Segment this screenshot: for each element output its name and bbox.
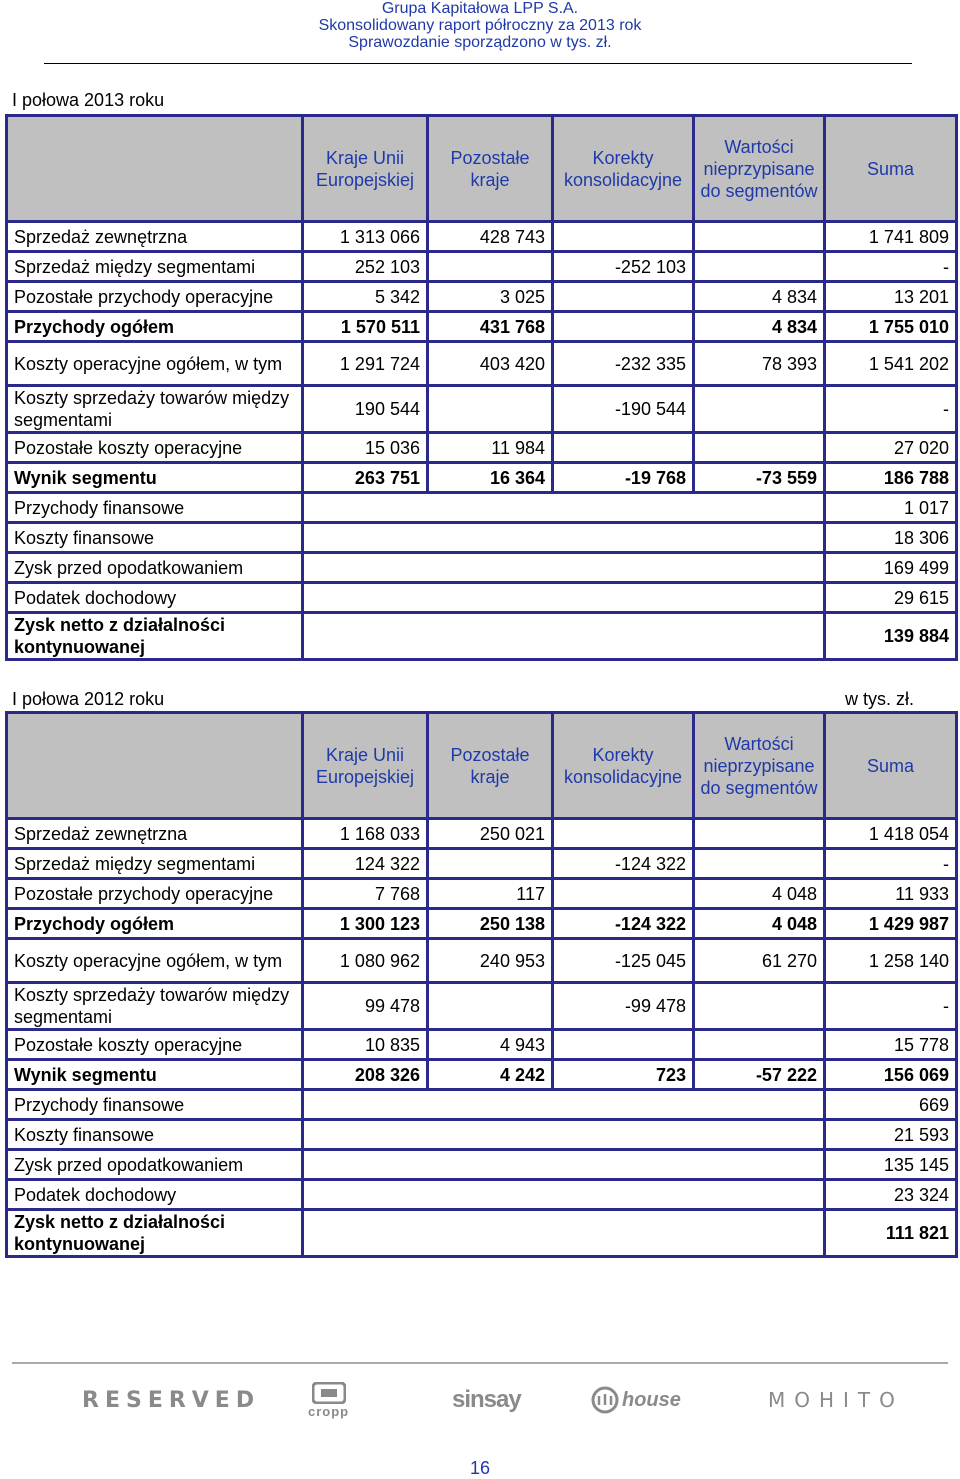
- table-row: [7, 983, 957, 1030]
- table-row: [7, 583, 957, 613]
- value-cell: 4 048: [694, 879, 825, 909]
- sum-cell: 139 884: [825, 613, 957, 660]
- row-label: Sprzedaż zewnętrzna: [7, 222, 303, 252]
- value-cell: [553, 879, 694, 909]
- value-cell: 3 025: [428, 282, 553, 312]
- value-cell: 240 953: [428, 939, 553, 983]
- table-row: [7, 1060, 957, 1090]
- column-header: Pozostałe kraje: [428, 116, 553, 222]
- row-label: Sprzedaż między segmentami: [7, 849, 303, 879]
- row-label: Sprzedaż między segmentami: [7, 252, 303, 282]
- value-cell: -124 322: [553, 849, 694, 879]
- row-label: Wynik segmentu: [7, 1060, 303, 1090]
- empty-merged-cell: [303, 493, 825, 523]
- empty-merged-cell: [303, 523, 825, 553]
- row-label: Pozostałe przychody operacyjne: [7, 879, 303, 909]
- value-cell: 190 544: [303, 386, 428, 433]
- value-cell: [428, 252, 553, 282]
- value-cell: [694, 386, 825, 433]
- row-label: Koszty operacyjne ogółem, w tym: [7, 342, 303, 386]
- segment-table-2013: [5, 114, 958, 661]
- value-cell: -190 544: [553, 386, 694, 433]
- value-cell: 1 429 987: [825, 909, 957, 939]
- header-report: Skonsolidowany raport półroczny za 2013 rok: [318, 17, 642, 34]
- value-cell: [553, 819, 694, 849]
- sum-cell: 135 145: [825, 1150, 957, 1180]
- value-cell: -19 768: [553, 463, 694, 493]
- column-header: Pozostałe kraje: [428, 713, 553, 819]
- document-header: [0, 0, 960, 51]
- value-cell: 250 021: [428, 819, 553, 849]
- row-label: Koszty operacyjne ogółem, w tym: [7, 939, 303, 983]
- value-cell: [694, 252, 825, 282]
- table-row: [7, 1120, 957, 1150]
- value-cell: -99 478: [553, 983, 694, 1030]
- row-label: Przychody ogółem: [7, 312, 303, 342]
- value-cell: 15 778: [825, 1030, 957, 1060]
- value-cell: [553, 222, 694, 252]
- table-row: [7, 849, 957, 879]
- table-row: [7, 1150, 957, 1180]
- value-cell: 61 270: [694, 939, 825, 983]
- column-header: Wartości nieprzypisane do segmentów: [694, 116, 825, 222]
- table-row: [7, 819, 957, 849]
- row-label: Koszty sprzedaży towarów między segmentami: [7, 386, 303, 433]
- value-cell: -232 335: [553, 342, 694, 386]
- value-cell: 252 103: [303, 252, 428, 282]
- value-cell: [694, 849, 825, 879]
- row-label: Koszty finansowe: [7, 1120, 303, 1150]
- empty-merged-cell: [303, 1120, 825, 1150]
- value-cell: 1 541 202: [825, 342, 957, 386]
- sum-cell: 669: [825, 1090, 957, 1120]
- value-cell: 1 168 033: [303, 819, 428, 849]
- value-cell: -125 045: [553, 939, 694, 983]
- table-row: [7, 312, 957, 342]
- value-cell: -: [825, 252, 957, 282]
- value-cell: 156 069: [825, 1060, 957, 1090]
- value-cell: -124 322: [553, 909, 694, 939]
- header-row: [7, 713, 957, 819]
- sum-cell: 29 615: [825, 583, 957, 613]
- value-cell: 4 943: [428, 1030, 553, 1060]
- value-cell: 1 741 809: [825, 222, 957, 252]
- row-label: Pozostałe koszty operacyjne: [7, 433, 303, 463]
- row-label: Podatek dochodowy: [7, 583, 303, 613]
- house-mark-icon: [590, 1385, 620, 1415]
- value-cell: 1 291 724: [303, 342, 428, 386]
- logo-cropp: cropp: [308, 1380, 349, 1420]
- row-label: Zysk netto z działalności kontynuowanej: [7, 1210, 303, 1257]
- sum-cell: 18 306: [825, 523, 957, 553]
- logo-sinsay: sinsay: [452, 1386, 521, 1413]
- column-header: Suma: [825, 713, 957, 819]
- row-label: Zysk netto z działalności kontynuowanej: [7, 613, 303, 660]
- value-cell: [553, 282, 694, 312]
- value-cell: -252 103: [553, 252, 694, 282]
- value-cell: 4 834: [694, 282, 825, 312]
- value-cell: 403 420: [428, 342, 553, 386]
- value-cell: 1 570 511: [303, 312, 428, 342]
- value-cell: 99 478: [303, 983, 428, 1030]
- column-header: Korekty konsolidacyjne: [553, 713, 694, 819]
- value-cell: 124 322: [303, 849, 428, 879]
- sum-cell: 23 324: [825, 1180, 957, 1210]
- row-label: Przychody finansowe: [7, 1090, 303, 1120]
- table-row: [7, 1090, 957, 1120]
- column-header: Kraje Unii Europejskiej: [303, 116, 428, 222]
- segment-table-2012: [5, 711, 958, 1258]
- row-label: Pozostałe przychody operacyjne: [7, 282, 303, 312]
- row-label: Podatek dochodowy: [7, 1180, 303, 1210]
- value-cell: 250 138: [428, 909, 553, 939]
- column-header: Korekty konsolidacyjne: [553, 116, 694, 222]
- row-label: Wynik segmentu: [7, 463, 303, 493]
- sum-cell: 111 821: [825, 1210, 957, 1257]
- value-cell: 186 788: [825, 463, 957, 493]
- column-header: Wartości nieprzypisane do segmentów: [694, 713, 825, 819]
- table-row: [7, 222, 957, 252]
- column-header: Suma: [825, 116, 957, 222]
- logo-house: house: [590, 1380, 681, 1420]
- table-row: [7, 553, 957, 583]
- table-row: [7, 493, 957, 523]
- value-cell: [428, 983, 553, 1030]
- value-cell: 7 768: [303, 879, 428, 909]
- value-cell: 1 418 054: [825, 819, 957, 849]
- row-label: Zysk przed opodatkowaniem: [7, 553, 303, 583]
- footer-divider: [12, 1362, 948, 1364]
- value-cell: 4 242: [428, 1060, 553, 1090]
- value-cell: -: [825, 983, 957, 1030]
- header-company: Grupa Kapitałowa LPP S.A.: [381, 0, 579, 17]
- empty-merged-cell: [303, 1180, 825, 1210]
- value-cell: 1 313 066: [303, 222, 428, 252]
- value-cell: 5 342: [303, 282, 428, 312]
- table-row: [7, 342, 957, 386]
- value-cell: [428, 849, 553, 879]
- period-label-2013: I połowa 2013 roku: [12, 90, 165, 110]
- value-cell: 78 393: [694, 342, 825, 386]
- page-number: 16: [469, 1458, 491, 1478]
- header-unit-note: Sprawozdanie sporządzono w tys. zł.: [348, 34, 612, 51]
- value-cell: 11 933: [825, 879, 957, 909]
- unit-label-2012: w tys. zł.: [845, 689, 915, 709]
- value-cell: [694, 819, 825, 849]
- value-cell: 15 036: [303, 433, 428, 463]
- value-cell: [694, 983, 825, 1030]
- cropp-mark-icon: [312, 1382, 346, 1404]
- value-cell: 1 080 962: [303, 939, 428, 983]
- value-cell: -: [825, 849, 957, 879]
- empty-merged-cell: [303, 583, 825, 613]
- value-cell: -: [825, 386, 957, 433]
- table-row: [7, 523, 957, 553]
- value-cell: 431 768: [428, 312, 553, 342]
- value-cell: -57 222: [694, 1060, 825, 1090]
- value-cell: 428 743: [428, 222, 553, 252]
- table-row: [7, 939, 957, 983]
- table-row: [7, 613, 957, 660]
- row-label: Sprzedaż zewnętrzna: [7, 819, 303, 849]
- row-label: Pozostałe koszty operacyjne: [7, 1030, 303, 1060]
- table-row: [7, 433, 957, 463]
- value-cell: 263 751: [303, 463, 428, 493]
- value-cell: 4 048: [694, 909, 825, 939]
- value-cell: [694, 1030, 825, 1060]
- value-cell: 4 834: [694, 312, 825, 342]
- value-cell: [553, 433, 694, 463]
- sum-cell: 21 593: [825, 1120, 957, 1150]
- row-label: Koszty sprzedaży towarów między segmentami: [7, 983, 303, 1030]
- value-cell: 1 258 140: [825, 939, 957, 983]
- value-cell: 11 984: [428, 433, 553, 463]
- value-cell: [428, 386, 553, 433]
- row-label: Przychody finansowe: [7, 493, 303, 523]
- value-cell: [694, 433, 825, 463]
- value-cell: 27 020: [825, 433, 957, 463]
- row-label: Koszty finansowe: [7, 523, 303, 553]
- table-row: [7, 252, 957, 282]
- table-row: [7, 463, 957, 493]
- header-divider: [44, 63, 912, 64]
- header-blank-cell: [7, 116, 303, 222]
- value-cell: -73 559: [694, 463, 825, 493]
- value-cell: 16 364: [428, 463, 553, 493]
- value-cell: 1 755 010: [825, 312, 957, 342]
- value-cell: 1 300 123: [303, 909, 428, 939]
- empty-merged-cell: [303, 1210, 825, 1257]
- header-row: [7, 116, 957, 222]
- empty-merged-cell: [303, 553, 825, 583]
- value-cell: 10 835: [303, 1030, 428, 1060]
- empty-merged-cell: [303, 613, 825, 660]
- row-label: Przychody ogółem: [7, 909, 303, 939]
- table-row: [7, 909, 957, 939]
- row-label: Zysk przed opodatkowaniem: [7, 1150, 303, 1180]
- period-label-2012: I połowa 2012 roku: [12, 689, 165, 709]
- value-cell: [694, 222, 825, 252]
- table-row: [7, 1180, 957, 1210]
- empty-merged-cell: [303, 1090, 825, 1120]
- value-cell: 208 326: [303, 1060, 428, 1090]
- table-row: [7, 386, 957, 433]
- logo-mohito: MOHITO: [768, 1388, 904, 1412]
- table-row: [7, 1030, 957, 1060]
- table-row: [7, 1210, 957, 1257]
- value-cell: 723: [553, 1060, 694, 1090]
- table-row: [7, 879, 957, 909]
- column-header: Kraje Unii Europejskiej: [303, 713, 428, 819]
- logo-reserved: RESERVED: [82, 1387, 261, 1413]
- value-cell: 117: [428, 879, 553, 909]
- sum-cell: 1 017: [825, 493, 957, 523]
- value-cell: [553, 312, 694, 342]
- header-blank-cell: [7, 713, 303, 819]
- sum-cell: 169 499: [825, 553, 957, 583]
- value-cell: [553, 1030, 694, 1060]
- table-row: [7, 282, 957, 312]
- value-cell: 13 201: [825, 282, 957, 312]
- empty-merged-cell: [303, 1150, 825, 1180]
